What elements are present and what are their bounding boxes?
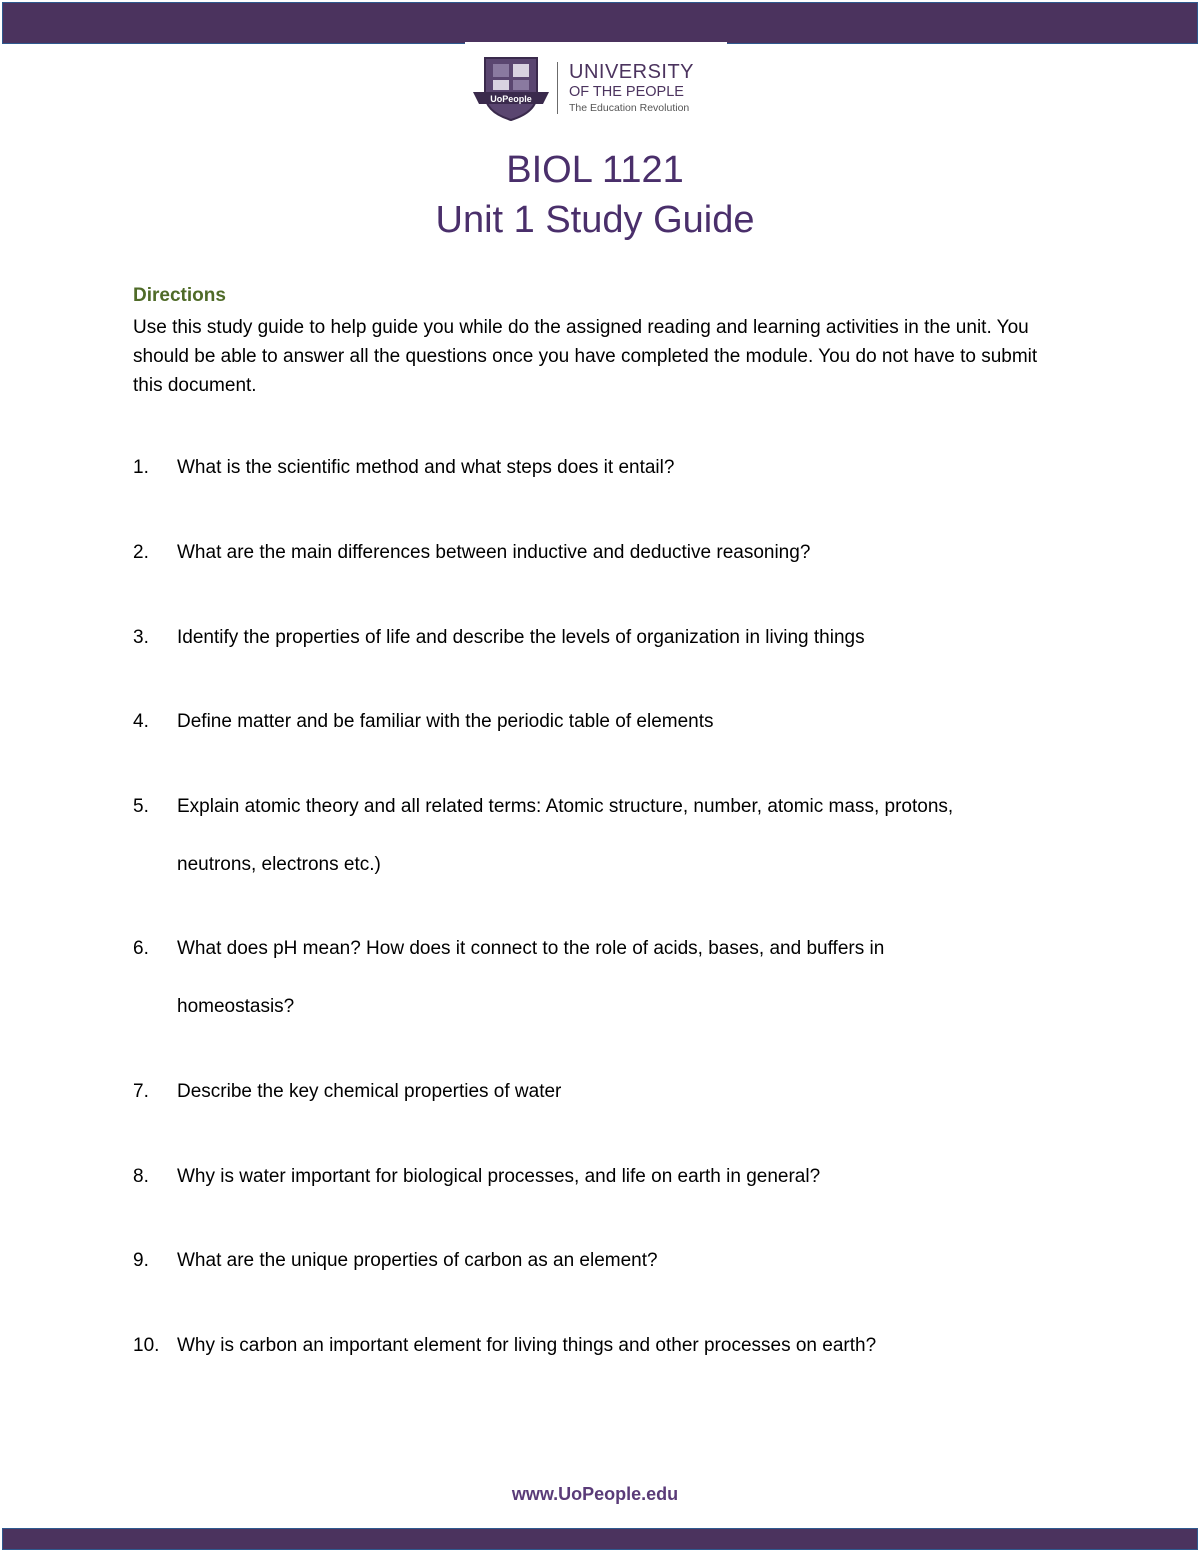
question-number: 2. [133,542,149,563]
footer-website-link[interactable]: www.UoPeople.edu [511,1484,679,1504]
question-text: Identify the properties of life and describe the levels of organization in living things [177,627,865,648]
logo-tagline: The Education Revolution [569,102,690,114]
footer-bar [2,1528,1198,1550]
question-text: Why is water important for biological processes, and life on earth in general? [177,1166,821,1187]
uopeople-crest-icon [471,54,551,122]
question-number: 4. [133,711,149,732]
university-logo [465,42,727,134]
question-number: 8. [133,1166,149,1187]
question-text: Define matter and be familiar with the periodic table of elements [177,711,714,732]
logo-badge-text: UoPeople [490,94,532,104]
question-number: 5. [133,796,149,817]
question-text: What is the scientific method and what steps does it entail? [177,457,675,478]
question-text: Explain atomic theory and all related terms: Atomic structure, number, atomic mass, protons, neutrons, electrons etc.) [177,796,954,875]
directions-heading: Directions [133,285,226,306]
question-number: 6. [133,938,149,959]
question-text: What are the main differences between inductive and deductive reasoning? [177,542,811,563]
question-number: 1. [133,457,149,478]
question-text: Why is carbon an important element for living things and other processes on earth? [177,1335,877,1356]
logo-name-university: UNIVERSITY [569,61,695,83]
question-number: 7. [133,1081,149,1102]
page-title: Unit 1 Study Guide [435,199,755,241]
question-number: 9. [133,1250,149,1271]
question-number: 10. [133,1335,160,1356]
question-text: Describe the key chemical properties of water [177,1081,562,1102]
course-code: BIOL 1121 [506,149,684,191]
header-bar [2,2,1198,44]
question-text: What are the unique properties of carbon as an element? [177,1250,658,1271]
question-text: What does pH mean? How does it connect to the role of acids, bases, and buffers in homeostasis? [177,938,885,1017]
question-number: 3. [133,627,149,648]
directions-body: Use this study guide to help guide you while do the assigned reading and learning activities in the unit. You should be able to answer all the questions once you have completed the module. You do not have to submit this document. [133,317,1038,396]
logo-divider [557,62,558,114]
logo-name-of-the-people: OF THE PEOPLE [569,84,684,100]
